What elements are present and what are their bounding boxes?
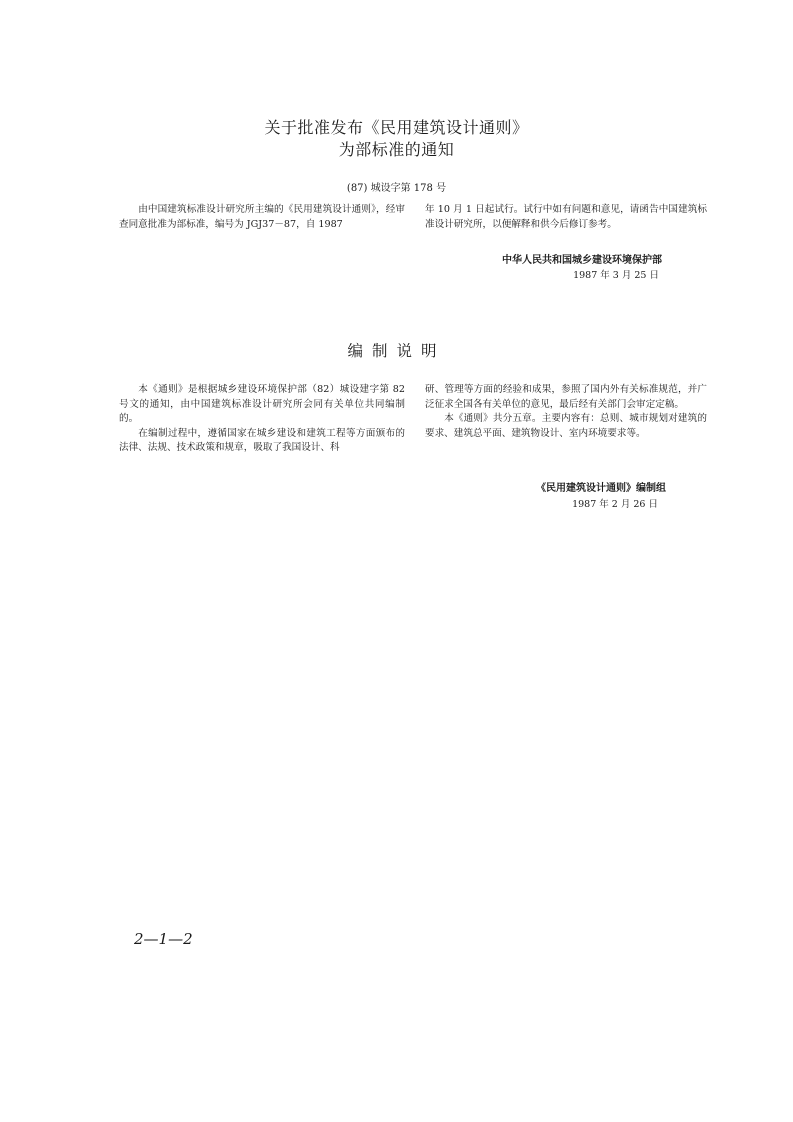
document-number: (87) 城设字第 178 号 xyxy=(346,183,447,194)
notice-title-line2: 为部标准的通知 xyxy=(338,140,455,159)
compilation-column-1 xyxy=(119,383,405,456)
compilation-paragraph-3: 本《通则》共分五章。主要内容有：总则、城市规划对建筑的要求、建筑总平面、建筑物设计、室内环境要求等。 xyxy=(425,413,707,439)
notice-title-line1: 关于批准发布《民用建筑设计通则》 xyxy=(264,118,529,137)
compilation-signature: 《民用建筑设计通则》编制组 xyxy=(536,483,666,494)
issuing-authority: 中华人民共和国城乡建设环境保护部 xyxy=(502,255,662,266)
compilation-paragraph-1-continued: 研、管理等方面的经验和成果，参照了国内外有关标准规范，并广泛征求全国各有关单位的意见，最后经有关部门会审定定稿。 xyxy=(425,384,707,410)
compilation-paragraph-1: 本《通则》是根据城乡建设环境保护部（82）城设建字第 82 号文的通知，由中国建筑标准设计研究所会同有关单位共同编制的。 xyxy=(119,384,405,424)
page-number: 2—1—2 xyxy=(134,930,193,948)
section-heading: 编制说明 xyxy=(347,342,446,360)
notice-date: 1987 年 3 月 25 日 xyxy=(573,270,659,281)
compilation-date: 1987 年 2 月 26 日 xyxy=(572,499,658,510)
notice-body-column-2: 年 10 月 1 日起试行。试行中如有问题和意见，请函告中国建筑标准设计研究所，以便解释和供今后修订参考。 xyxy=(425,204,707,230)
compilation-column-2 xyxy=(425,383,707,441)
compilation-paragraph-2: 在编制过程中，遵循国家在城乡建设和建筑工程等方面颁布的法律、法规、技术政策和规章，吸取了我国设计、科 xyxy=(119,427,405,453)
notice-body-column-1: 由中国建筑标准设计研究所主编的《民用建筑设计通则》，经审查同意批准为部标准，编号为 JGJ37－87，自 1987 xyxy=(119,204,405,230)
